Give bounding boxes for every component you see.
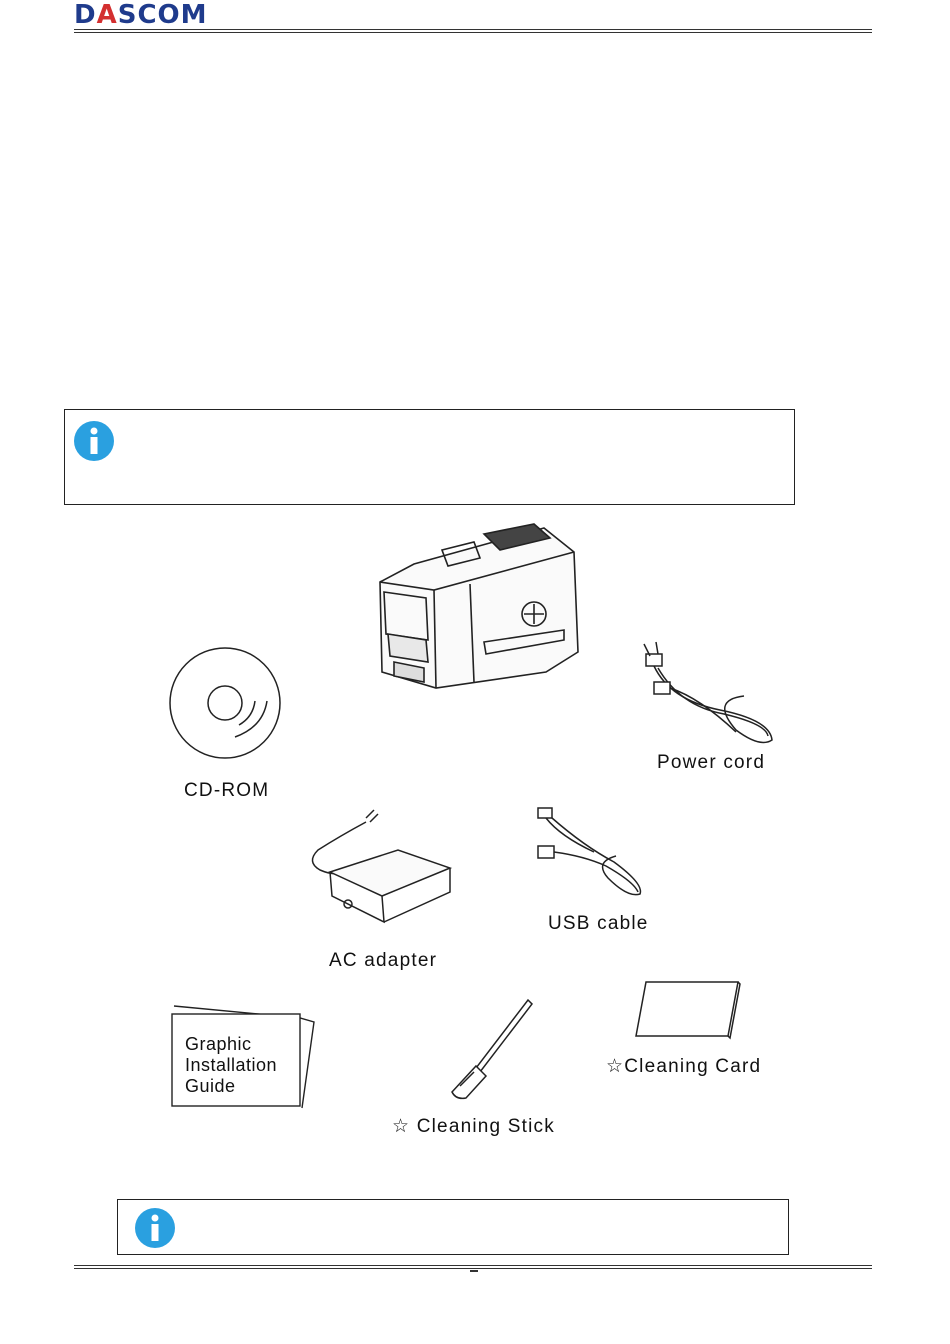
brand-logo (74, 0, 208, 30)
guide-line-1: Graphic (185, 1034, 252, 1054)
note-box (64, 409, 795, 505)
guide-line-3: Guide (185, 1076, 236, 1096)
info-icon (134, 1207, 176, 1249)
page-number-mark (470, 1270, 478, 1272)
info-icon (73, 420, 115, 462)
usb-cable-label: USB cable (548, 913, 649, 934)
footer-rule (74, 1265, 872, 1266)
usb-cable-illustration (524, 806, 648, 902)
cdrom-label: CD-ROM (184, 780, 270, 801)
cleaning-card-label: ☆Cleaning Card (606, 1056, 762, 1077)
ac-adapter-illustration (304, 806, 454, 924)
cleaning-stick-illustration (444, 996, 540, 1102)
cdrom-illustration (169, 645, 285, 761)
header-rule-2 (74, 32, 872, 33)
printer-illustration (374, 522, 582, 690)
power-cord-label: Power cord (657, 752, 766, 773)
ac-adapter-label: AC adapter (329, 950, 438, 971)
cleaning-stick-label: ☆ Cleaning Stick (392, 1116, 555, 1137)
power-cord-illustration (640, 640, 780, 748)
cleaning-card-illustration (634, 978, 742, 1040)
footer-rule-2 (74, 1268, 872, 1269)
logo-rest: SCOM (117, 0, 208, 30)
guide-line-2: Installation (185, 1055, 278, 1075)
logo-letter-a: A (96, 0, 118, 30)
note-box-bottom (117, 1199, 789, 1255)
guide-label (185, 1034, 277, 1097)
logo-letter-d: D (74, 0, 97, 30)
header-rule (74, 29, 872, 30)
